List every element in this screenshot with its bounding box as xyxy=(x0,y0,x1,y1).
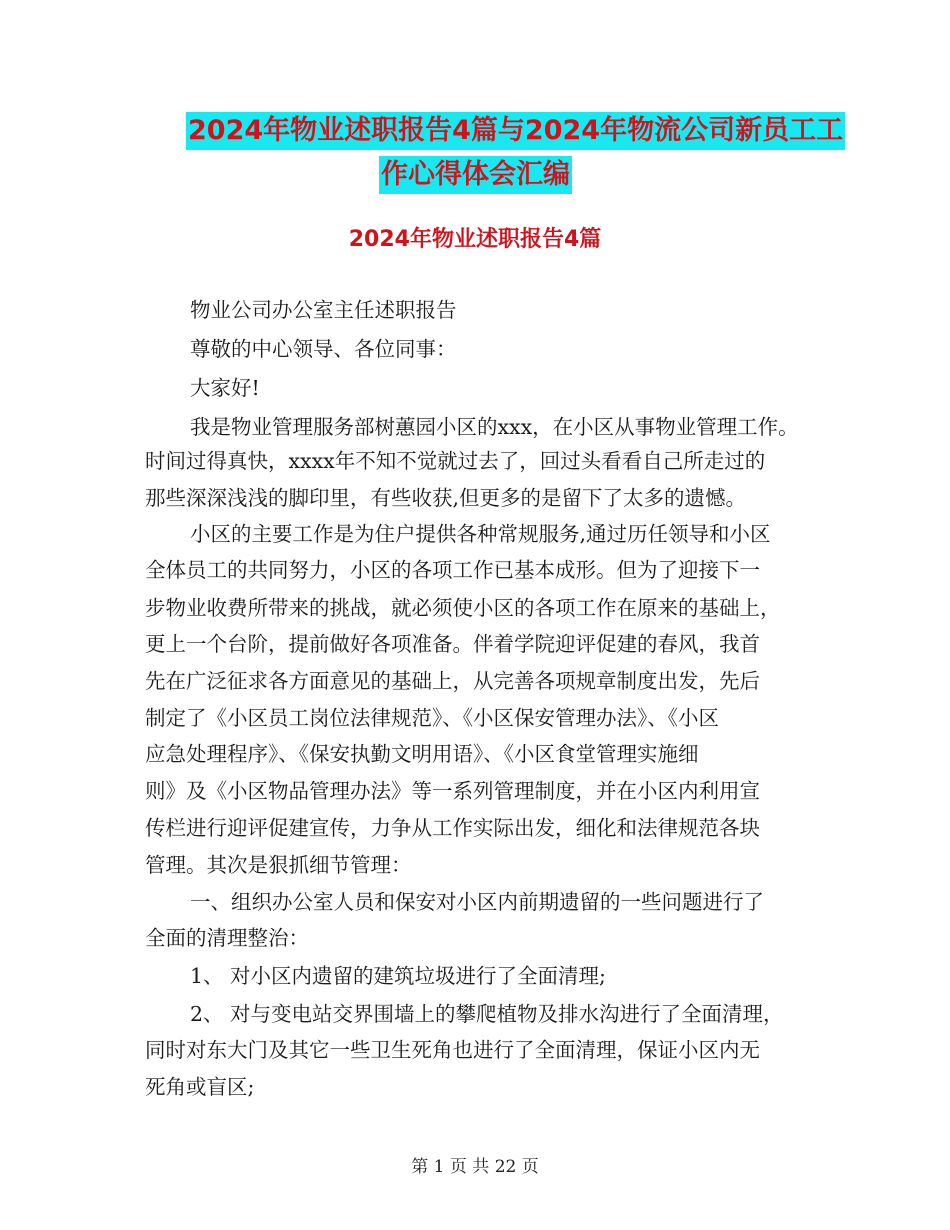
body-line: 全体员工的共同努力，小区的各项工作已基本成形。但为了迎接下一 xyxy=(145,558,760,582)
body-line: 尊敬的中心领导、各位同事： xyxy=(190,337,457,361)
body-line: 那些深深浅浅的脚印里，有些收获,但更多的是留下了太多的遗憾。 xyxy=(145,486,747,510)
body-line: 更上一个台阶，提前做好各项准备。伴着学院迎评促建的春风，我首 xyxy=(145,632,760,656)
body-line: 先在广泛征求各方面意见的基础上，从完善各项规章制度出发，先后 xyxy=(145,669,760,693)
list-item: 1、 对小区内遗留的建筑垃圾进行了全面清理; xyxy=(190,964,606,988)
page-number-footer: 第 1 页 共 22 页 xyxy=(411,1157,539,1177)
body-line: 全面的清理整治： xyxy=(145,926,309,950)
body-line: 大家好! xyxy=(190,376,260,400)
body-line: 则》及《小区物品管理办法》等一系列管理制度，并在小区内利用宣 xyxy=(145,779,760,803)
list-item: 2、 对与变电站交界围墙上的攀爬植物及排水沟进行了全面清理， xyxy=(190,1002,784,1026)
body-line: 制定了《小区员工岗位法律规范》、《小区保安管理办法》、《小区 xyxy=(145,706,719,730)
body-line: 时间过得真快，xxxx年不知不觉就过去了，回过头看看自己所走过的 xyxy=(145,449,766,473)
body-line: 步物业收费所带来的挑战，就必须使小区的各项工作在原来的基础上， xyxy=(145,596,781,620)
body-line: 一、组织办公室人员和保安对小区内前期遗留的一些问题进行了 xyxy=(190,890,764,914)
body-line: 物业公司办公室主任述职报告 xyxy=(190,298,457,322)
body-line: 死角或盲区; xyxy=(145,1075,255,1099)
body-line: 应急处理程序》、《保安执勤文明用语》、《小区食堂管理实施细 xyxy=(145,742,699,766)
body-line: 我是物业管理服务部树蕙园小区的xxx，在小区从事物业管理工作。 xyxy=(190,415,799,439)
document-title-line-1: 2024年物业述职报告4篇与2024年物流公司新员工工 xyxy=(186,112,845,150)
body-line: 同时对东大门及其它一些卫生死角也进行了全面清理，保证小区内无 xyxy=(145,1038,760,1062)
section-heading: 2024年物业述职报告4篇 xyxy=(348,227,602,252)
body-line: 传栏进行迎评促建宣传，力争从工作实际出发，细化和法律规范各块 xyxy=(145,816,760,840)
body-line: 管理。其次是狠抓细节管理： xyxy=(145,853,412,877)
body-line: 小区的主要工作是为住户提供各种常规服务,通过历任领导和小区 xyxy=(190,522,771,546)
document-title-line-2: 作心得体会汇编 xyxy=(379,156,572,194)
